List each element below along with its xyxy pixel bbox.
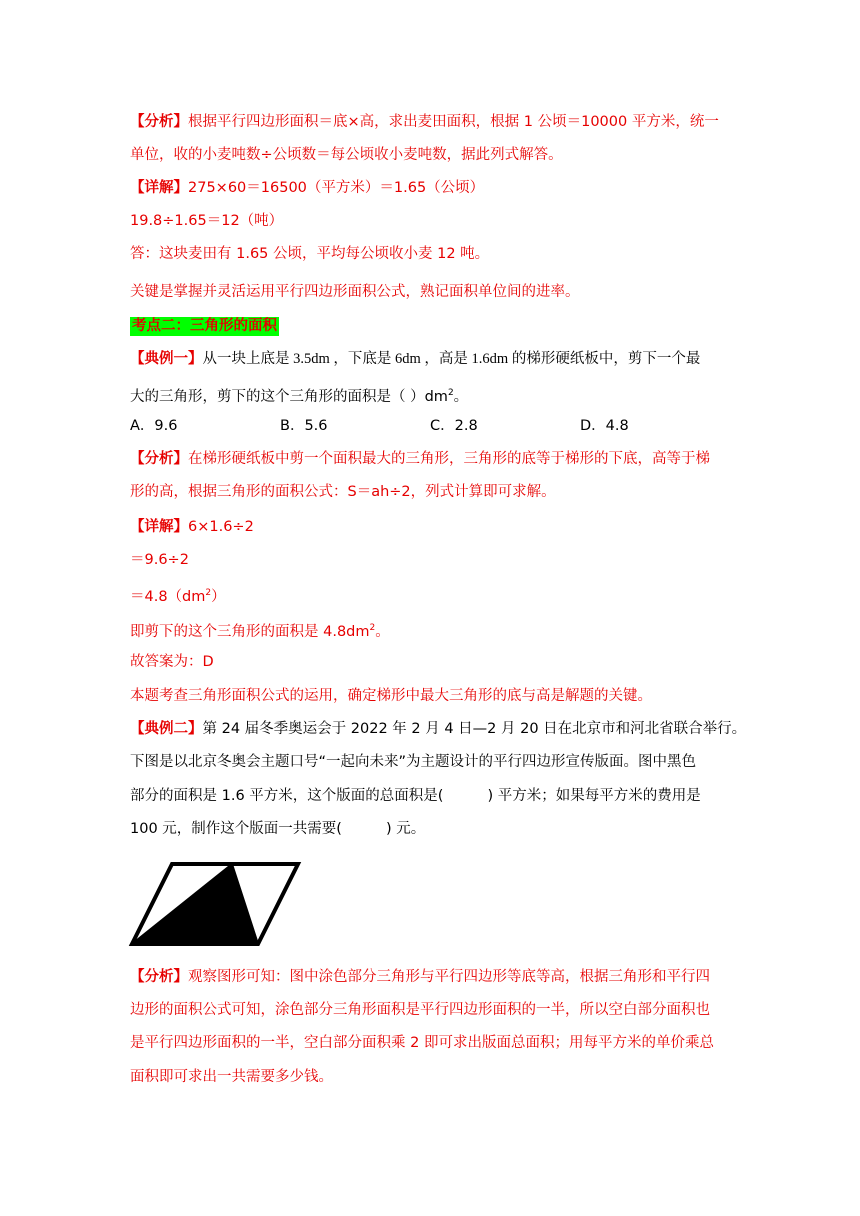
question-text-b: ) 平方米；如果每平方米的费用是 — [487, 788, 701, 804]
example1-analysis-line-1 — [130, 449, 710, 469]
example1-detail-line-1 — [130, 517, 254, 537]
example2-analysis-line-3: 是平行四边形面积的一半，空白部分面积乘 2 即可求出版面总面积；用每平方米的单价乘总 — [130, 1035, 714, 1051]
superscript: 2 — [369, 623, 376, 633]
option-a: A．9.6 — [130, 418, 178, 434]
example1-analysis-line-2: 形的高，根据三角形的面积公式：S＝ah÷2，列式计算即可求解。 — [130, 484, 556, 500]
detail-line-1 — [130, 178, 484, 198]
result-text: 即剪下的这个三角形的面积是 4.8dm — [130, 624, 370, 640]
answer-line: 答：这块麦田有 1.65 公顷，平均每公顷收小麦 12 吨。 — [130, 246, 490, 262]
example1-result-line — [130, 618, 390, 642]
superscript: 2 — [205, 588, 212, 598]
key-point-line: 关键是掌握并灵活运用平行四边形面积公式，熟记面积单位间的进率。 — [130, 284, 580, 300]
detail-tag: 【详解】 — [130, 519, 188, 535]
detail-tag: 【详解】 — [130, 180, 188, 196]
example1-detail-line-2: ＝9.6÷2 — [130, 552, 189, 568]
detail-text-3: ＝4.8（dm — [130, 589, 206, 605]
example2-question-line-1 — [130, 719, 746, 739]
superscript: 2 — [447, 388, 454, 398]
closing-paren: ） — [211, 589, 226, 605]
example1-answer-line: 故答案为：D — [130, 654, 214, 670]
example2-analysis-line-1 — [130, 967, 710, 987]
parallelogram-figure — [128, 858, 303, 950]
analysis-line-2: 单位，收的小麦吨数÷公顷数＝每公顷收小麦吨数，据此列式解答。 — [130, 147, 563, 163]
analysis-line-1 — [130, 112, 719, 132]
example1-question-line-1 — [130, 349, 700, 369]
option-d: D．4.8 — [580, 418, 629, 434]
section-heading — [130, 316, 279, 336]
analysis-text: 根据平行四边形面积＝底×高，求出麦田面积，根据 1 公顷＝10000 平方米，统一 — [188, 114, 719, 130]
detail-line-2: 19.8÷1.65＝12（吨） — [130, 213, 284, 229]
example2-question-line-2: 下图是以北京冬奥会主题口号“一起向未来”为主题设计的平行四边形宣传版面。图中黑色 — [130, 754, 697, 770]
option-c: C．2.8 — [430, 418, 478, 434]
example2-question-line-4 — [130, 819, 425, 839]
section-title: 考点二：三角形的面积 — [132, 318, 277, 334]
example1-question-text-2: 大的三角形，剪下的这个三角形的面积是（ ）dm — [130, 389, 448, 405]
period: 。 — [453, 389, 469, 405]
example1-tag: 【典例一】 — [130, 351, 203, 367]
detail-text: 275×60＝16500（平方米）＝1.65（公顷） — [188, 180, 485, 196]
example2-question-text: 第 24 届冬季奥运会于 2022 年 2 月 4 日—2 月 20 日在北京市和河北省联合举行。 — [202, 721, 747, 737]
question-text-a: 部分的面积是 1.6 平方米，这个版面的总面积是( — [130, 788, 444, 804]
analysis-tag: 【分析】 — [130, 114, 188, 130]
question-text-a: 100 元，制作这个版面一共需要( — [130, 821, 342, 837]
example2-analysis-line-4: 面积即可求出一共需要多少钱。 — [130, 1069, 333, 1085]
analysis-tag: 【分析】 — [130, 969, 188, 985]
example2-tag: 【典例二】 — [130, 721, 203, 737]
example1-question-text: 从一块上底是 3.5dm ，下底是 6dm ，高是 1.6dm 的梯形硬纸板中，剪下一个最 — [202, 351, 701, 367]
analysis-tag: 【分析】 — [130, 451, 188, 467]
analysis-text: 观察图形可知：图中涂色部分三角形与平行四边形等底等高，根据三角形和平行四 — [188, 969, 710, 985]
option-b: B．5.6 — [280, 418, 328, 434]
example2-analysis-line-2: 边形的面积公式可知，涂色部分三角形面积是平行四边形面积的一半，所以空白部分面积也 — [130, 1002, 710, 1018]
example2-question-line-3 — [130, 786, 701, 806]
question-text-b: ) 元。 — [385, 821, 426, 837]
example1-detail-line-3 — [130, 583, 226, 607]
example1-key-point-line: 本题考查三角形面积公式的运用，确定梯形中最大三角形的底与高是解题的关键。 — [130, 688, 652, 704]
analysis-text: 在梯形硬纸板中剪一个面积最大的三角形，三角形的底等于梯形的下底，高等于梯 — [188, 451, 710, 467]
period: 。 — [375, 624, 390, 640]
example1-question-line-2 — [130, 383, 468, 407]
detail-text: 6×1.6÷2 — [188, 519, 254, 535]
